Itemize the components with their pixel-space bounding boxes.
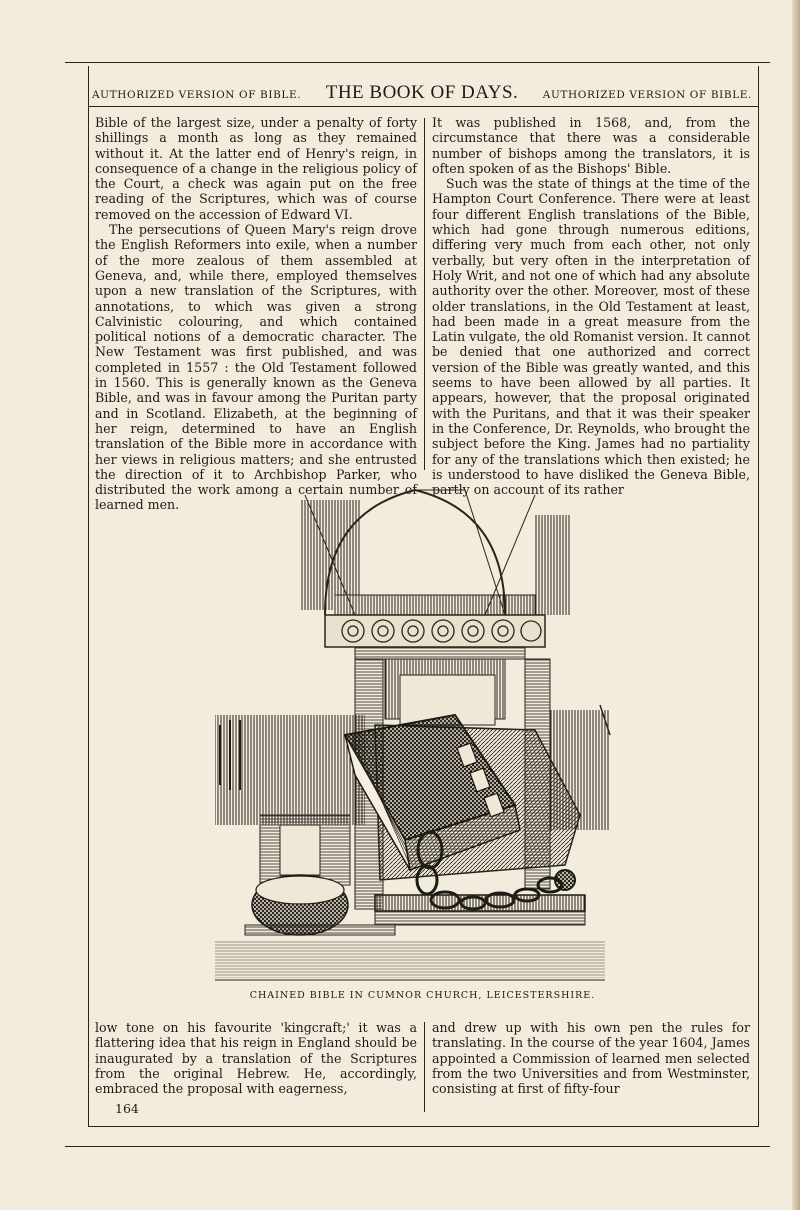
column-divider-top xyxy=(424,118,425,470)
text-column-left-bottom xyxy=(95,1020,417,1096)
page-header xyxy=(92,74,752,104)
page-edge xyxy=(792,0,800,1210)
top-outer-rule xyxy=(65,62,770,63)
paragraph: and drew up with his own pen the rules for translating. In the course of the year 1604, James appointed a Commission of learned men selected from the two Universities and from Westminster, consisting at first of fifty-four xyxy=(432,1020,750,1097)
column-divider-bottom xyxy=(424,1022,425,1112)
bottom-outer-rule xyxy=(65,1146,770,1147)
bottom-frame-rule xyxy=(88,1126,759,1127)
page-number: 164 xyxy=(115,1101,139,1116)
top-inner-rule xyxy=(88,106,758,107)
left-frame-rule xyxy=(88,66,89,1126)
running-head-left: AUTHORIZED VERSION OF BIBLE. xyxy=(92,89,302,101)
text-column-left-top xyxy=(95,115,417,513)
paragraph: The persecutions of Queen Mary's reign drove the English Reformers into exile, when a number of the more zealous of them assembled at Geneva, and, while there, employed themselves upon a new translation of the Scriptures, with annotations, to which was given a strong Calvinistic colouring, and which contained political notions of a democratic character. The New Testament was first published, and was completed in 1557 : the Old Testament followed in 1560. This is generally known as the Geneva Bible, and was in favour among the Puritan party and in Scotland. Elizabeth, at the beginning of her reign, determined to have an English translation of the Bible more in accordance with her views in religious matters; and she entrusted the direction of it to Archbishop Parker, who distributed the work among a certain number of learned men. xyxy=(95,222,417,513)
paragraph: Bible of the largest size, under a penalty of forty shillings a month as long as they remained without it. At the latter end of Henry's reign, in consequence of a change in the religious policy of the Court, a check was again put on the free reading of the Scriptures, which was of course removed on the accession of Edward VI. xyxy=(95,115,417,222)
right-frame-rule xyxy=(758,66,759,1126)
illustration-caption: CHAINED BIBLE IN CUMNOR CHURCH, LEICESTERSHIRE. xyxy=(249,990,596,1001)
paragraph: Such was the state of things at the time of the Hampton Court Conference. There were at least four different English translations of the Bible, which had gone through numerous editions, differing very much from each other, not only verbally, but very often in the interpretation of Holy Writ, and not one of which had any absolute authority over the other. Moreover, most of these older translations, in the Old Testament at least, had been made in a great measure from the Latin vulgate, the old Romanist version. It cannot be denied that one authorized and correct version of the Bible was greatly wanted, and this seems to have been allowed by all parties. It appears, however, that the proposal originated with the Puritans, and that it was their speaker in the Conference, Dr. Reynolds, who brought the subject before the King. James had no partiality for any of the translations which then existed; he is understood to have disliked the Geneva Bible, partly on account of its rather xyxy=(432,176,750,498)
running-head-right: AUTHORIZED VERSION OF BIBLE. xyxy=(542,89,752,101)
text-column-right-top xyxy=(432,115,750,497)
paragraph: low tone on his favourite 'kingcraft;' it was a flattering idea that his reign in England should be inaugurated by a translation of the Scriptures from the original Hebrew. He, accordingly, embraced the proposal with eagerness, xyxy=(95,1020,417,1097)
text-column-right-bottom xyxy=(432,1020,750,1096)
book-title: THE BOOK OF DAYS. xyxy=(325,82,519,103)
paragraph: It was published in 1568, and, from the circumstance that there was a considerable number of bishops among the translators, it is often spoken of as the Bishops' Bible. xyxy=(432,115,750,176)
chained-bible-engraving xyxy=(205,485,625,983)
